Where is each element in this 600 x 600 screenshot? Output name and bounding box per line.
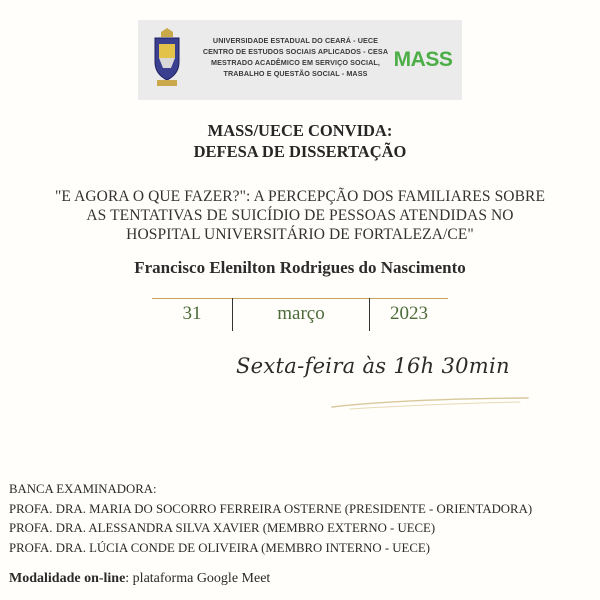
- date-day: 31: [182, 303, 202, 324]
- dissertation-title: [40, 187, 560, 244]
- title-line: HOSPITAL UNIVERSITÁRIO DE FORTALEZA/CE": [126, 226, 474, 243]
- committee-member: PROFA. DRA. ALESSANDRA SILVA XAVIER (MEMBRO EXTERNO - UECE): [9, 521, 436, 535]
- modality-value: : plataforma Google Meet: [125, 571, 271, 586]
- institution-line: CENTRO DE ESTUDOS SOCIAIS APLICADOS - CESA: [202, 47, 389, 56]
- modality-label: Modalidade on-line: [9, 571, 126, 586]
- examining-committee: [9, 480, 532, 558]
- committee-heading: BANCA EXAMINADORA:: [9, 482, 157, 496]
- institution-line: MESTRADO ACADÊMICO EM SERVIÇO SOCIAL,: [210, 58, 381, 67]
- title-line: "E AGORA O QUE FAZER?": A PERCEPÇÃO DOS FAMILIARES SOBRE: [54, 188, 546, 205]
- invitation-heading: [0, 120, 600, 162]
- underline-swash-icon: [330, 395, 530, 411]
- invitation-line-2: DEFESA DE DISSERTAÇÃO: [193, 142, 407, 161]
- mass-logo: MASS: [393, 48, 453, 71]
- title-line: AS TENTATIVAS DE SUICÍDIO DE PESSOAS ATENDIDAS NO: [86, 207, 514, 224]
- institution-line: UNIVERSIDADE ESTADUAL DO CEARÁ - UECE: [212, 36, 379, 45]
- header-banner: [138, 20, 462, 100]
- modality-info: [9, 571, 270, 587]
- committee-member: PROFA. DRA. MARIA DO SOCORRO FERREIRA OSTERNE (PRESIDENTE - ORIENTADORA): [9, 501, 533, 516]
- institution-line: TRABALHO E QUESTÃO SOCIAL - MASS: [223, 69, 368, 78]
- date-block: [152, 298, 448, 338]
- university-seal-icon: [151, 28, 183, 90]
- date-year: 2023: [390, 303, 428, 324]
- date-top-rule: [152, 298, 448, 299]
- schedule-time: Sexta-feira às 16h 30min: [236, 354, 510, 378]
- institution-name: [193, 35, 398, 79]
- committee-member: PROFA. DRA. LÚCIA CONDE DE OLIVEIRA (MEMBRO INTERNO - UECE): [9, 540, 430, 555]
- invitation-line-1: MASS/UECE CONVIDA:: [207, 121, 393, 140]
- candidate-name: Francisco Elenilton Rodrigues do Nascimento: [134, 258, 466, 277]
- date-month: março: [277, 303, 325, 324]
